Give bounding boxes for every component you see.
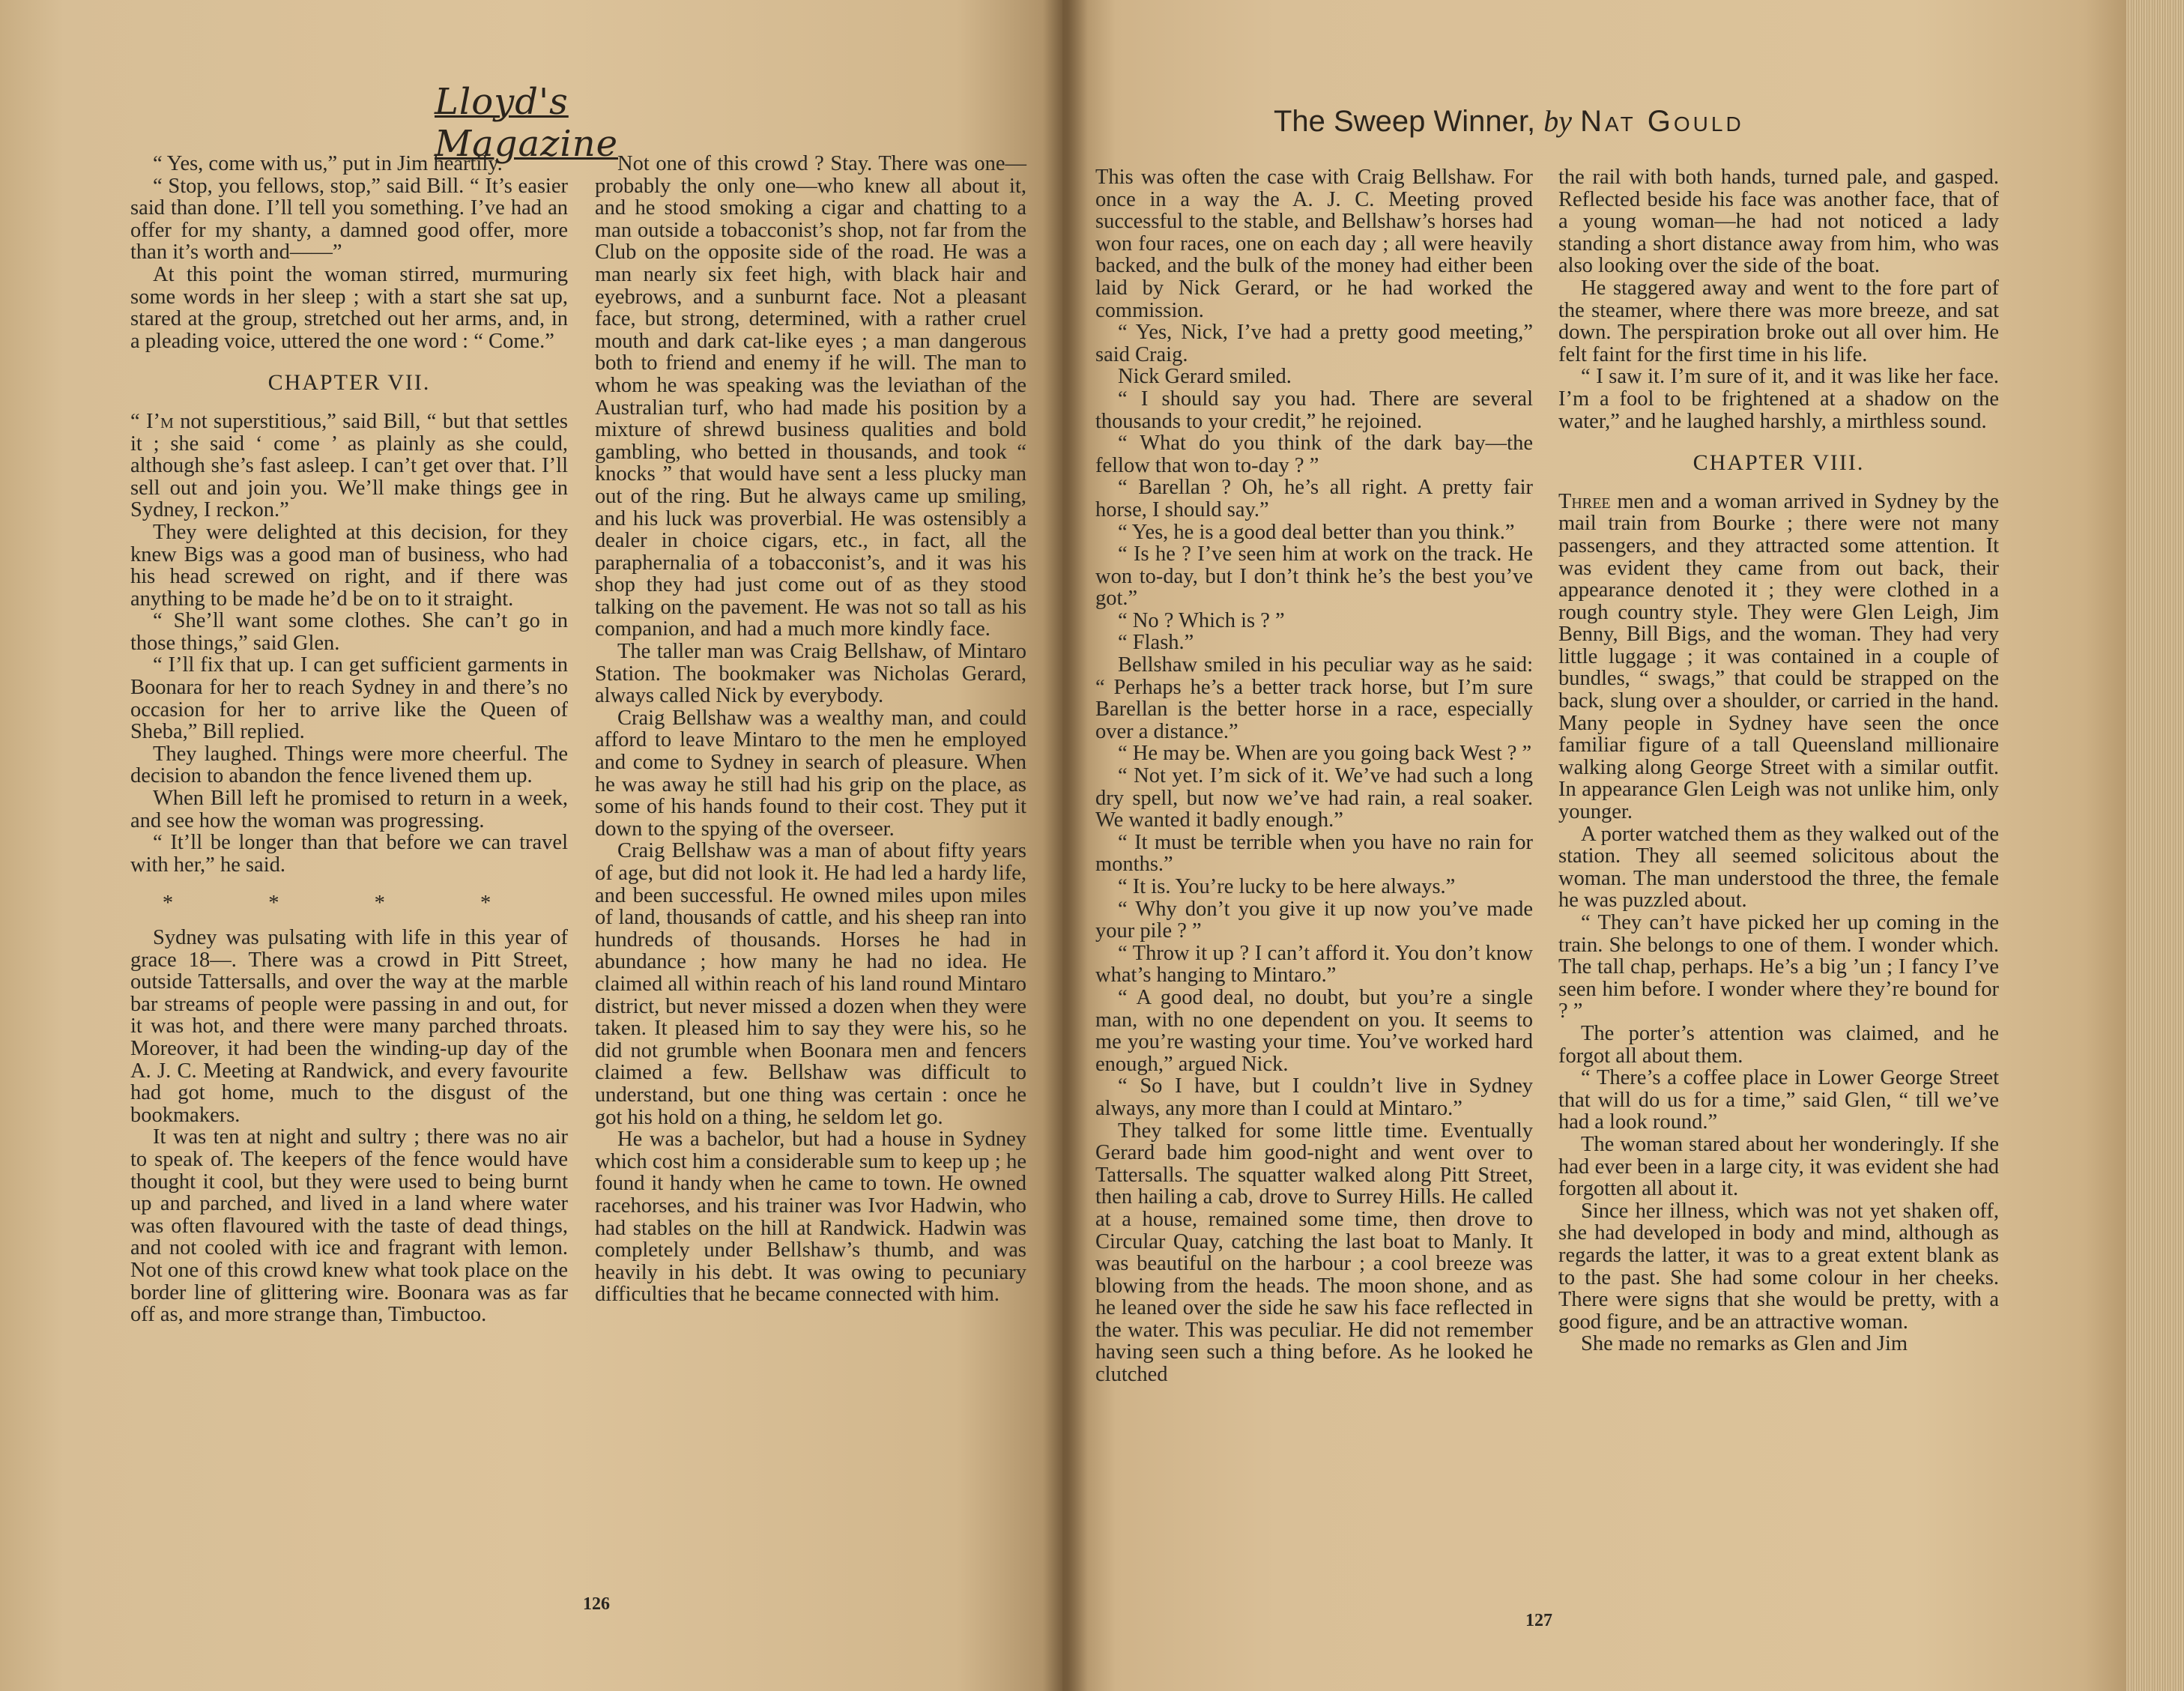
paragraph: They laughed. Things were more cheerful. The decision to abandon the fence livened them up. xyxy=(130,742,568,788)
column-1 xyxy=(130,153,568,1326)
paragraph: “ What do you think of the dark bay—the fellow that won to-day ? ” xyxy=(1095,432,1533,477)
paragraph: “ He may be. When are you going back West ? ” xyxy=(1118,742,1532,766)
paragraph: A porter watched them as they walked out of the station. They all seemed solicitous about the woman. The man understood the three, the female he was puzzled about. xyxy=(1558,822,1999,913)
paragraph: “ Barellan ? Oh, he’s all right. A pretty fair horse, I should say.” xyxy=(1095,476,1533,521)
paragraph: the rail with both hands, turned pale, and gasped. Reflected beside his face was another face, that of a young woman—he had not noticed a lady standing a short distance away from him, who was also looking over the side of the boat. xyxy=(1558,166,1999,278)
paragraph: “ Throw it up ? I can’t afford it. You don’t know what’s hanging to Mintaro.” xyxy=(1095,941,1533,987)
paragraph: “ It is. You’re lucky to be here always.” xyxy=(1118,875,1456,898)
paragraph xyxy=(130,411,568,521)
running-head-title: The Sweep Winner, xyxy=(1274,105,1536,138)
paragraph: “ I saw it. I’m sure of it, and it was like her face. I’m a fool to be frightened at a shadow on the water,” and he laughed harshly, a mirthless sound. xyxy=(1558,365,1999,433)
page-number-left: 126 xyxy=(583,1594,610,1614)
page-number-right: 127 xyxy=(1525,1611,1552,1630)
paragraph: Since her illness, which was not yet shaken off, she had developed in body and mind, although as regards the latter, it was to a great extent blank as to the past. She had some colour in her cheeks. There were signs that she would be pretty, with a good figure, and be an attractive woman. xyxy=(1558,1199,1999,1334)
running-head-by: by xyxy=(1543,104,1572,138)
paragraph: Bellshaw smiled in his peculiar way as he said: “ Perhaps he’s a better track horse, but I’m sure Barellan is the better horse in a race, especially over a distance.” xyxy=(1095,653,1533,743)
paragraph: When Bill left he promised to return in a week, and see how the woman was progressing. xyxy=(130,787,568,832)
paragraph: Nick Gerard smiled. xyxy=(1118,365,1292,389)
paragraph: “ Flash.” xyxy=(1118,631,1194,655)
page-edges xyxy=(2126,0,2184,1691)
paragraph: “ Yes, come with us,” put in Jim heartily. xyxy=(153,152,503,175)
paragraph: They talked for some little time. Eventually Gerard bade him good-night and went over to Tattersalls. The squatter walked along Pitt Street, then hailing a cab, drove to Surrey Hills. He called at a house, remained some time, then drove to Circular Quay, catching the last boat to Manly. It was beautiful on the harbour ; a cool breeze was blowing from the heads. The moon shone, and as he leaned over the side he saw his face reflected in the water. This was peculiar. He did not remember having seen such a thing before. As he looked he clutched xyxy=(1095,1119,1533,1387)
section-break: * * * * xyxy=(162,892,536,916)
paragraph: “ Stop, you fellows, stop,” said Bill. “ It’s easier said than done. I’ll tell you something. I’ve had an offer for my shanty, a damned good offer, more than it’s worth and——” xyxy=(130,174,568,264)
running-head-author: Nat Gould xyxy=(1580,105,1744,138)
paragraph: Craig Bellshaw was a man of about fifty years of age, but did not look it. He had led a hardy life, and been successful. He owned miles upon miles of land, thousands of cattle, and his sheep ran into hundreds of thousands. Horses he had in abundance ; how many he had no idea. He claimed all within reach of his land round Mintaro district, but never missed a dozen when they were taken. It pleased him to say they were his, so he did not grumble when Boonara men and fencers claimed a few. Bellshaw was difficult to understand, but one thing was certain : once he got his hold on a thing, he seldom let go. xyxy=(595,839,1026,1129)
paragraph-text: men and a woman arrived in Sydney by the mail train from Bourke ; there were not many passengers, and they attracted some attention. It was evident they came from out back, their appearance denoted it ; they were clothed in a rough country style. They were Glen Leigh, Jim Benny, Bill Bigs, and the woman. They had very little luggage ; it was contained in a couple of bundles, “ swags,” that could be strapped on the back, slung over a shoulder, or carried in the hand. Many people in Sydney have seen the once familiar figure of a tall Queensland millionaire walking along George Street with a similar outfit. In appearance Glen Leigh was not unlike him, only younger. xyxy=(1558,489,1999,824)
chapter-opening-word: “ I’m xyxy=(130,409,174,433)
paragraph: He staggered away and went to the fore part of the steamer, where there was more breeze, and sat down. The perspiration broke out all over him. He felt faint for the first time in his life. xyxy=(1558,276,1999,366)
paragraph: “ It’ll be longer than that before we can travel with her,” he said. xyxy=(130,831,568,877)
column-4 xyxy=(1558,166,1999,1355)
paragraph: Not one of this crowd ? Stay. There was one—probably the only one—who knew all about it, and he stood smoking a cigar and chatting to a man outside a tobacconist’s shop, not far from the Club on the opposite side of the road. He was a man nearly six feet high, with black hair and eyebrows, and a sunburnt face. Not a pleasant face, but strong, determined, with a rather cruel mouth and dark cat-like eyes ; a man dangerous both to friend and enemy if he will. The man to whom he was speaking was the leviathan of the Australian turf, who had made his position by a mixture of shrewd business qualities and bold gambling, who betted in thousands, and took “ knocks ” that would have sent a less plucky man out of the ring. But he always came up smiling, and his luck was proverbial. He was ostensibly a dealer in choice cigars, etc., in fact, all the paraphernalia of a tobacconist’s, and it was his shop they had just come out of as they stood talking on the pavement. He was not so tall as his companion, and had a much more kindly face. xyxy=(595,152,1026,641)
paragraph: “ No ? Which is ? ” xyxy=(1118,608,1285,632)
paragraph: “ Yes, he is a good deal better than you think.” xyxy=(1118,520,1515,544)
chapter-heading: CHAPTER VIII. xyxy=(1693,450,1865,476)
paragraph: At this point the woman stirred, murmuring some words in her sleep ; with a start she sat up, stared at the group, stretched out her arms, and, in a pleading voice, uttered the one word : “ Come.” xyxy=(130,262,568,353)
paragraph: “ I’ll fix that up. I can get sufficient garments in Boonara for her to reach Sydney in and there’s no occasion for her to arrive like the Queen of Sheba,” Bill replied. xyxy=(130,653,568,744)
paragraph: Craig Bellshaw was a wealthy man, and could afford to leave Mintaro to the men he employed and come to Sydney in search of pleasure. When he was away he still had his grip on the place, as some of his hands found to their cost. They put it down to the spying of the overseer. xyxy=(595,706,1026,841)
paragraph: Sydney was pulsating with life in this year of grace 18—. There was a crowd in Pitt Street, outside Tattersalls, and over the way at the marble bar streams of people were passing in and out, for it was hot, and there were many parched throats. Moreover, it had been the winding-up day of the A. J. C. Meeting at Randwick, and every favourite had got home, much to the disgust of the bookmakers. xyxy=(130,926,568,1127)
paragraph-text: not superstitious,” said Bill, “ but that settles it ; she said ‘ come ’ as plainly as she could, although she’s fast asleep. I can’t get over that. I’ll sell out and join you. We’ll make things gee in Sydney, I reckon.” xyxy=(130,409,568,522)
column-2 xyxy=(595,153,1026,1306)
paragraph: “ So I have, but I couldn’t live in Sydney always, any more than I could at Mintaro.” xyxy=(1095,1074,1533,1120)
book-gutter xyxy=(1043,0,1088,1691)
paragraph: “ They can’t have picked her up coming in the train. She belongs to one of them. I wonder which. The tall chap, perhaps. He’s a big ’un ; I fancy I’ve seen him before. I wonder where they’re bound for ? ” xyxy=(1558,911,1999,1023)
paragraph: The taller man was Craig Bellshaw, of Mintaro Station. The bookmaker was Nicholas Gerard, always called Nick by everybody. xyxy=(595,640,1026,708)
paragraph: “ Not yet. I’m sick of it. We’ve had such a long dry spell, but now we’ve had rain, a real soaker. We wanted it badly enough.” xyxy=(1095,764,1533,832)
running-head-right xyxy=(1274,103,1843,148)
running-head-left: Lloyd's Magazine xyxy=(435,81,619,165)
paragraph: The woman stared about her wonderingly. If she had ever been in a large city, it was evident she had forgotten all about it. xyxy=(1558,1132,1999,1201)
paragraph: They were delighted at this decision, for they knew Bigs was a good man of business, who had his head screwed on right, and if there was anything to be made he’d be on to it straight. xyxy=(130,520,568,611)
paragraph: “ A good deal, no doubt, but you’re a single man, with no one dependent on you. It seems to me you’re wasting your time. You’ve worked hard enough,” argued Nick. xyxy=(1095,985,1533,1076)
chapter-heading: CHAPTER VII. xyxy=(267,370,431,396)
paragraph: “ She’ll want some clothes. She can’t go in those things,” said Glen. xyxy=(130,609,568,655)
paragraph: “ It must be terrible when you have no rain for months.” xyxy=(1095,830,1533,877)
paragraph: “ Yes, Nick, I’ve had a pretty good meeting,” said Craig. xyxy=(1095,321,1533,366)
paragraph: He was a bachelor, but had a house in Sydney which cost him a considerable sum to keep up ; he found it handy when he came to town. He owned racehorses, and his trainer was Ivor Hadwin, who had stables on the hill at Randwick. Hadwin was completely under Bellshaw’s thumb, and was heavily in his debt. It was owing to pecuniary difficulties that he became connected with him. xyxy=(595,1128,1026,1307)
paragraph: She made no remarks as Glen and Jim xyxy=(1581,1332,1908,1356)
chapter-opening-word: Three xyxy=(1558,489,1611,513)
column-3 xyxy=(1095,166,1533,1386)
paragraph xyxy=(1558,491,1999,823)
paragraph: “ There’s a coffee place in Lower George Street that will do us for a time,” said Glen, “ till we’ve had a look round.” xyxy=(1558,1066,1999,1134)
paragraph: This was often the case with Craig Bellshaw. For once in a way the A. J. C. Meeting proved successful to the stable, and Bellshaw’s horses had won four races, one on each day ; all were heavily backed, and the bulk of the money had either been laid by Nick Gerard, or he had worked the commission. xyxy=(1095,166,1533,322)
paragraph: “ Is he ? I’ve seen him at work on the track. He won to-day, but I don’t think he’s the best you’ve got.” xyxy=(1095,542,1533,611)
paragraph: It was ten at night and sultry ; there was no air to speak of. The keepers of the fence would have thought it cool, but they were used to being burnt up and parched, and lived in a land where water was often flavoured with the taste of dead things, and not cooled with ice and fragrant with lemon. Not one of this crowd knew what took place on the border line of glittering wire. Boonara was as far off as, and more strange than, Timbuctoo. xyxy=(130,1125,568,1327)
paragraph: “ Why don’t you give it up now you’ve made your pile ? ” xyxy=(1095,897,1533,943)
paragraph: “ I should say you had. There are several thousands to your credit,” he rejoined. xyxy=(1095,387,1533,433)
paragraph: The porter’s attention was claimed, and he forgot all about them. xyxy=(1558,1021,1999,1068)
